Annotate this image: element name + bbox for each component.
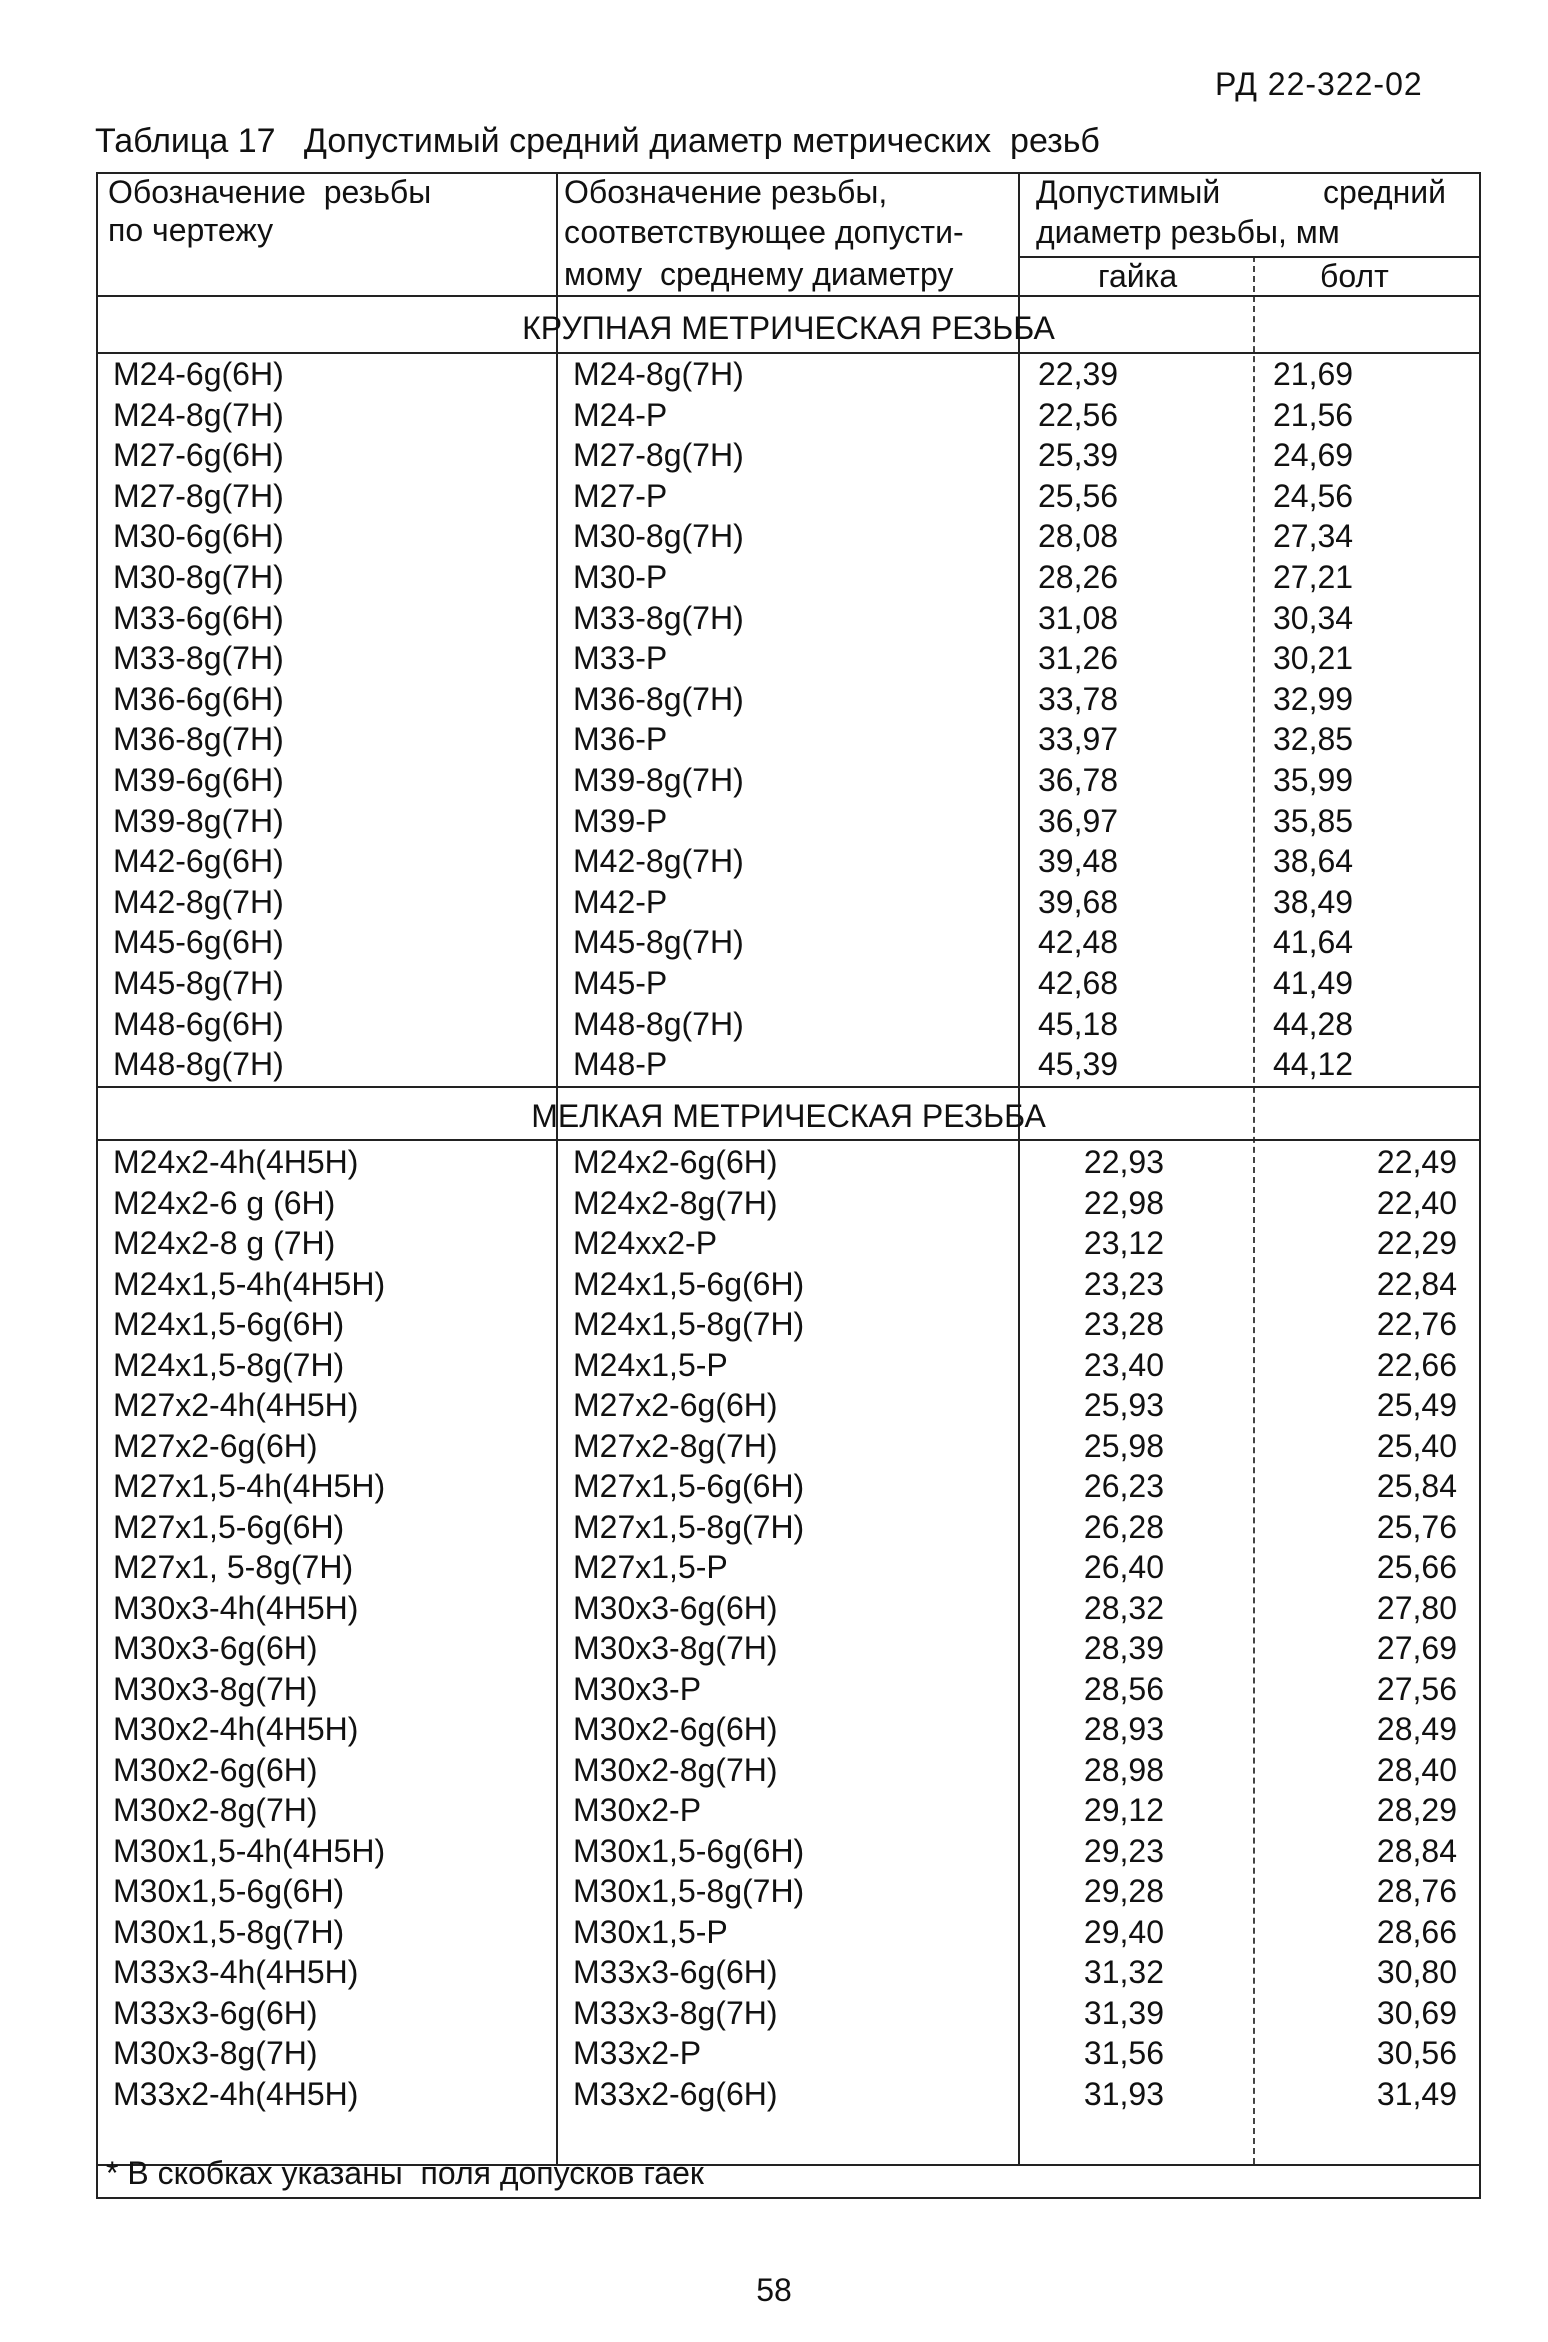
nut-diameter-cell: 28,93 xyxy=(1083,1711,1164,1747)
bolt-diameter-cell: 28,49 xyxy=(1376,1711,1457,1747)
equivalent-thread-cell: M27x1,5-8g(7H) xyxy=(573,1508,805,1545)
drawing-thread-cell: M30x1,5-8g(7H) xyxy=(113,1913,345,1950)
bolt-diameter-cell: 30,21 xyxy=(1273,640,1354,677)
document-code: РД 22-322-02 xyxy=(1215,66,1423,102)
equivalent-thread-cell: M33-P xyxy=(573,640,668,677)
equivalent-thread-cell: M30x2-8g(7H) xyxy=(573,1751,778,1788)
equivalent-thread-cell: M45-8g(7H) xyxy=(573,924,744,961)
header-col2-line2: соответствующее допусти- xyxy=(564,214,964,250)
coarse-section-bottom-line xyxy=(98,1086,1481,1088)
header-col34-line1b: средний xyxy=(1323,174,1446,210)
drawing-thread-cell: M27x2-4h(4H5H) xyxy=(113,1387,359,1423)
bolt-diameter-cell: 28,84 xyxy=(1376,1832,1457,1869)
bolt-diameter-cell: 32,99 xyxy=(1273,680,1354,717)
equivalent-thread-cell: M33x3-8g(7H) xyxy=(573,1994,778,2031)
subheader-divider xyxy=(1018,256,1481,258)
table-row xyxy=(98,1223,1479,1263)
nut-diameter-cell: 39,68 xyxy=(1038,883,1119,920)
nut-diameter-cell: 31,26 xyxy=(1038,640,1119,677)
drawing-thread-cell: M27x1, 5-8g(7H) xyxy=(113,1549,354,1585)
nut-diameter-cell: 22,98 xyxy=(1083,1184,1164,1221)
bolt-diameter-cell: 30,34 xyxy=(1273,599,1354,636)
table-row xyxy=(98,1044,1479,1084)
header-bottom-line xyxy=(98,295,1481,297)
drawing-thread-cell: M33-6g(6H) xyxy=(113,599,284,636)
drawing-thread-cell: M30x3-4h(4H5H) xyxy=(113,1589,359,1626)
bolt-diameter-cell: 30,56 xyxy=(1376,2035,1457,2071)
fine-title-bottom-line xyxy=(98,1139,1481,1141)
drawing-thread-cell: M30x2-6g(6H) xyxy=(113,1751,318,1788)
footnote: * В скобках указаны поля допусков гаек xyxy=(106,2155,704,2191)
equivalent-thread-cell: M42-P xyxy=(573,883,668,920)
bolt-diameter-cell: 22,66 xyxy=(1376,1346,1457,1383)
drawing-thread-cell: M30x3-8g(7H) xyxy=(113,2035,318,2071)
drawing-thread-cell: M24x2-4h(4H5H) xyxy=(113,1144,359,1180)
equivalent-thread-cell: M45-P xyxy=(573,965,668,1001)
drawing-thread-cell: M27x2-6g(6H) xyxy=(113,1427,318,1464)
equivalent-thread-cell: M27-P xyxy=(573,477,668,514)
table-row xyxy=(98,882,1479,922)
equivalent-thread-cell: M39-P xyxy=(573,802,668,839)
equivalent-thread-cell: M30-8g(7H) xyxy=(573,518,744,555)
drawing-thread-cell: M30x1,5-4h(4H5H) xyxy=(113,1832,386,1869)
equivalent-thread-cell: M48-8g(7H) xyxy=(573,1005,744,1042)
bolt-diameter-cell: 25,84 xyxy=(1376,1468,1457,1504)
bolt-diameter-cell: 22,49 xyxy=(1376,1144,1457,1180)
bolt-diameter-cell: 24,69 xyxy=(1273,437,1354,474)
equivalent-thread-cell: M30x1,5-6g(6H) xyxy=(573,1832,805,1869)
equivalent-thread-cell: M30-P xyxy=(573,559,668,595)
fine-section-title: МЕЛКАЯ МЕТРИЧЕСКАЯ РЕЗЬБА xyxy=(531,1098,1046,1134)
nut-diameter-cell: 29,40 xyxy=(1083,1913,1164,1950)
nut-diameter-cell: 29,12 xyxy=(1083,1792,1164,1828)
nut-diameter-cell: 23,28 xyxy=(1083,1306,1164,1342)
drawing-thread-cell: M30x3-8g(7H) xyxy=(113,1670,318,1707)
drawing-thread-cell: M48-6g(6H) xyxy=(113,1005,284,1042)
bolt-diameter-cell: 41,64 xyxy=(1273,924,1354,961)
drawing-thread-cell: M27x1,5-4h(4H5H) xyxy=(113,1468,386,1504)
table-row xyxy=(98,1426,1479,1466)
table-row xyxy=(98,1547,1479,1587)
drawing-thread-cell: M27x1,5-6g(6H) xyxy=(113,1508,345,1545)
nut-diameter-cell: 26,28 xyxy=(1083,1508,1164,1545)
nut-diameter-cell: 26,23 xyxy=(1083,1468,1164,1504)
drawing-thread-cell: M45-8g(7H) xyxy=(113,965,284,1001)
table-row xyxy=(98,1831,1479,1871)
equivalent-thread-cell: M27x1,5-6g(6H) xyxy=(573,1468,805,1504)
table-row xyxy=(98,1304,1479,1344)
drawing-thread-cell: M24x1,5-8g(7H) xyxy=(113,1346,345,1383)
drawing-thread-cell: M27-8g(7H) xyxy=(113,477,284,514)
drawing-thread-cell: M27-6g(6H) xyxy=(113,437,284,474)
table-row xyxy=(98,1871,1479,1911)
nut-diameter-cell: 23,23 xyxy=(1083,1265,1164,1302)
drawing-thread-cell: M30x2-4h(4H5H) xyxy=(113,1711,359,1747)
drawing-thread-cell: M30-8g(7H) xyxy=(113,559,284,595)
bolt-diameter-cell: 25,40 xyxy=(1376,1427,1457,1464)
nut-diameter-cell: 42,48 xyxy=(1038,924,1119,961)
bolt-diameter-cell: 38,64 xyxy=(1273,843,1354,880)
bolt-diameter-cell: 28,40 xyxy=(1376,1751,1457,1788)
nut-diameter-cell: 28,39 xyxy=(1083,1630,1164,1666)
nut-diameter-cell: 39,48 xyxy=(1038,843,1119,880)
bolt-diameter-cell: 21,56 xyxy=(1273,396,1354,433)
equivalent-thread-cell: M36-8g(7H) xyxy=(573,680,744,717)
drawing-thread-cell: M33-8g(7H) xyxy=(113,640,284,677)
nut-diameter-cell: 22,39 xyxy=(1038,356,1119,392)
nut-diameter-cell: 29,23 xyxy=(1083,1832,1164,1869)
nut-diameter-cell: 25,56 xyxy=(1038,477,1119,514)
table-row xyxy=(98,1993,1479,2033)
table-row xyxy=(98,760,1479,800)
equivalent-thread-cell: M24x1,5-8g(7H) xyxy=(573,1306,805,1342)
table-row xyxy=(98,476,1479,516)
bolt-diameter-cell: 21,69 xyxy=(1273,356,1354,392)
bolt-diameter-cell: 38,49 xyxy=(1273,883,1354,920)
nut-diameter-cell: 23,12 xyxy=(1083,1225,1164,1261)
equivalent-thread-cell: M30x2-6g(6H) xyxy=(573,1711,778,1747)
header-col2-line3: мому среднему диаметру xyxy=(564,256,954,292)
drawing-thread-cell: M30x1,5-6g(6H) xyxy=(113,1873,345,1909)
table-row xyxy=(98,1750,1479,1790)
drawing-thread-cell: M45-6g(6H) xyxy=(113,924,284,961)
nut-diameter-cell: 31,08 xyxy=(1038,599,1119,636)
nut-diameter-cell: 28,56 xyxy=(1083,1670,1164,1707)
header-col3-sub: гайка xyxy=(1098,258,1178,294)
equivalent-thread-cell: M24-8g(7H) xyxy=(573,356,744,392)
bolt-diameter-cell: 28,66 xyxy=(1376,1913,1457,1950)
table-row xyxy=(98,719,1479,759)
table-row xyxy=(98,1952,1479,1992)
table-row xyxy=(98,1345,1479,1385)
bolt-diameter-cell: 22,76 xyxy=(1376,1306,1457,1342)
drawing-thread-cell: M24x2-6 g (6H) xyxy=(113,1184,336,1221)
equivalent-thread-cell: M33x3-6g(6H) xyxy=(573,1954,778,1990)
bolt-diameter-cell: 28,29 xyxy=(1376,1792,1457,1828)
nut-diameter-cell: 31,32 xyxy=(1083,1954,1164,1990)
equivalent-thread-cell: M33x2-6g(6H) xyxy=(573,2075,778,2112)
equivalent-thread-cell: M30x1,5-P xyxy=(573,1913,728,1950)
nut-diameter-cell: 28,98 xyxy=(1083,1751,1164,1788)
table-row xyxy=(98,1912,1479,1952)
page-number: 58 xyxy=(756,2272,792,2308)
drawing-thread-cell: M33x3-4h(4H5H) xyxy=(113,1954,359,1990)
equivalent-thread-cell: M24xx2-P xyxy=(573,1225,718,1261)
header-col34-line2: диаметр резьбы, мм xyxy=(1036,214,1340,250)
table-row xyxy=(98,1183,1479,1223)
header-col34-line1a: Допустимый xyxy=(1036,174,1221,210)
bolt-diameter-cell: 32,85 xyxy=(1273,721,1354,758)
nut-diameter-cell: 22,56 xyxy=(1038,396,1119,433)
bolt-diameter-cell: 44,28 xyxy=(1273,1005,1354,1042)
table-row xyxy=(98,1385,1479,1425)
header-col1-line1: Обозначение резьбы xyxy=(108,174,432,210)
equivalent-thread-cell: M30x2-P xyxy=(573,1792,702,1828)
nut-diameter-cell: 45,18 xyxy=(1038,1005,1119,1042)
drawing-thread-cell: M24x1,5-4h(4H5H) xyxy=(113,1265,386,1302)
bolt-diameter-cell: 41,49 xyxy=(1273,965,1354,1001)
bolt-diameter-cell: 24,56 xyxy=(1273,477,1354,514)
table-row xyxy=(98,395,1479,435)
bolt-diameter-cell: 22,29 xyxy=(1376,1225,1457,1261)
table-row xyxy=(98,801,1479,841)
nut-diameter-cell: 25,93 xyxy=(1083,1387,1164,1423)
equivalent-thread-cell: M24-P xyxy=(573,396,668,433)
table-row xyxy=(98,841,1479,881)
equivalent-thread-cell: M30x3-8g(7H) xyxy=(573,1630,778,1666)
equivalent-thread-cell: M30x3-6g(6H) xyxy=(573,1589,778,1626)
nut-diameter-cell: 36,78 xyxy=(1038,762,1119,798)
coarse-section-title: КРУПНАЯ МЕТРИЧЕСКАЯ РЕЗЬБА xyxy=(522,310,1055,346)
header-col4-sub: болт xyxy=(1320,258,1389,294)
table-row xyxy=(98,1669,1479,1709)
table-row xyxy=(98,1507,1479,1547)
bolt-diameter-cell: 30,80 xyxy=(1376,1954,1457,1990)
drawing-thread-cell: M30-6g(6H) xyxy=(113,518,284,555)
equivalent-thread-cell: M27x2-6g(6H) xyxy=(573,1387,778,1423)
bolt-diameter-cell: 22,84 xyxy=(1376,1265,1457,1302)
equivalent-thread-cell: M33x2-P xyxy=(573,2035,702,2071)
bolt-diameter-cell: 27,34 xyxy=(1273,518,1354,555)
nut-diameter-cell: 33,78 xyxy=(1038,680,1119,717)
bolt-diameter-cell: 35,85 xyxy=(1273,802,1354,839)
table-row xyxy=(98,1466,1479,1506)
equivalent-thread-cell: M36-P xyxy=(573,721,668,758)
table-row xyxy=(98,638,1479,678)
table-row xyxy=(98,354,1479,394)
bolt-diameter-cell: 27,56 xyxy=(1376,1670,1457,1707)
drawing-thread-cell: M30x3-6g(6H) xyxy=(113,1630,318,1666)
table-row xyxy=(98,1142,1479,1182)
nut-diameter-cell: 45,39 xyxy=(1038,1046,1119,1083)
drawing-thread-cell: M24x1,5-6g(6H) xyxy=(113,1306,345,1342)
equivalent-thread-cell: M48-P xyxy=(573,1046,668,1083)
bolt-diameter-cell: 35,99 xyxy=(1273,762,1354,798)
equivalent-thread-cell: M24x1,5-6g(6H) xyxy=(573,1265,805,1302)
equivalent-thread-cell: M24x1,5-P xyxy=(573,1346,728,1383)
drawing-thread-cell: M24-8g(7H) xyxy=(113,396,284,433)
nut-diameter-cell: 25,98 xyxy=(1083,1427,1164,1464)
bolt-diameter-cell: 22,40 xyxy=(1376,1184,1457,1221)
nut-diameter-cell: 31,39 xyxy=(1083,1994,1164,2031)
nut-diameter-cell: 28,32 xyxy=(1083,1589,1164,1626)
equivalent-thread-cell: M27x2-8g(7H) xyxy=(573,1427,778,1464)
bolt-diameter-cell: 27,80 xyxy=(1376,1589,1457,1626)
table-row xyxy=(98,435,1479,475)
table-row xyxy=(98,1628,1479,1668)
nut-diameter-cell: 33,97 xyxy=(1038,721,1119,758)
header-col2-line1: Обозначение резьбы, xyxy=(564,174,888,210)
drawing-thread-cell: M39-8g(7H) xyxy=(113,802,284,839)
table-row xyxy=(98,963,1479,1003)
drawing-thread-cell: M36-8g(7H) xyxy=(113,721,284,758)
table-row xyxy=(98,1004,1479,1044)
equivalent-thread-cell: M30x3-P xyxy=(573,1670,702,1707)
nut-diameter-cell: 25,39 xyxy=(1038,437,1119,474)
equivalent-thread-cell: M27-8g(7H) xyxy=(573,437,744,474)
bolt-diameter-cell: 30,69 xyxy=(1376,1994,1457,2031)
nut-diameter-cell: 36,97 xyxy=(1038,802,1119,839)
table-row xyxy=(98,2074,1479,2114)
nut-diameter-cell: 23,40 xyxy=(1083,1346,1164,1383)
table-row xyxy=(98,1264,1479,1304)
nut-diameter-cell: 22,93 xyxy=(1083,1144,1164,1180)
table-row xyxy=(98,2033,1479,2073)
equivalent-thread-cell: M24x2-6g(6H) xyxy=(573,1144,778,1180)
drawing-thread-cell: M24-6g(6H) xyxy=(113,356,284,392)
column-divider-2-header xyxy=(1018,174,1020,309)
nut-diameter-cell: 31,56 xyxy=(1083,2035,1164,2071)
equivalent-thread-cell: M39-8g(7H) xyxy=(573,762,744,798)
equivalent-thread-cell: M30x1,5-8g(7H) xyxy=(573,1873,805,1909)
table-row xyxy=(98,679,1479,719)
bolt-diameter-cell: 27,69 xyxy=(1376,1630,1457,1666)
drawing-thread-cell: M39-6g(6H) xyxy=(113,762,284,798)
drawing-thread-cell: M42-6g(6H) xyxy=(113,843,284,880)
table-row xyxy=(98,1790,1479,1830)
bolt-diameter-cell: 25,66 xyxy=(1376,1549,1457,1585)
bolt-diameter-cell: 44,12 xyxy=(1273,1046,1354,1083)
table-row xyxy=(98,557,1479,597)
table-row xyxy=(98,598,1479,638)
table-caption: Таблица 17 Допустимый средний диаметр метрических резьб xyxy=(95,122,1100,160)
nut-diameter-cell: 31,93 xyxy=(1083,2075,1164,2112)
equivalent-thread-cell: M24x2-8g(7H) xyxy=(573,1184,778,1221)
nut-diameter-cell: 28,26 xyxy=(1038,559,1119,595)
bolt-diameter-cell: 31,49 xyxy=(1376,2075,1457,2112)
thread-diameter-table xyxy=(96,172,1481,2199)
drawing-thread-cell: M24x2-8 g (7H) xyxy=(113,1225,336,1261)
drawing-thread-cell: M42-8g(7H) xyxy=(113,883,284,920)
nut-diameter-cell: 28,08 xyxy=(1038,518,1119,555)
bolt-diameter-cell: 28,76 xyxy=(1376,1873,1457,1909)
equivalent-thread-cell: M42-8g(7H) xyxy=(573,843,744,880)
drawing-thread-cell: M33x2-4h(4H5H) xyxy=(113,2075,359,2112)
table-row xyxy=(98,1709,1479,1749)
drawing-thread-cell: M48-8g(7H) xyxy=(113,1046,284,1083)
bolt-diameter-cell: 25,76 xyxy=(1376,1508,1457,1545)
table-row xyxy=(98,1588,1479,1628)
nut-diameter-cell: 26,40 xyxy=(1083,1549,1164,1585)
equivalent-thread-cell: M27x1,5-P xyxy=(573,1549,728,1585)
equivalent-thread-cell: M33-8g(7H) xyxy=(573,599,744,636)
drawing-thread-cell: M30x2-8g(7H) xyxy=(113,1792,318,1828)
header-col1-line2: по чертежу xyxy=(108,212,274,248)
drawing-thread-cell: M36-6g(6H) xyxy=(113,680,284,717)
nut-diameter-cell: 42,68 xyxy=(1038,965,1119,1001)
nut-diameter-cell: 29,28 xyxy=(1083,1873,1164,1909)
table-row xyxy=(98,516,1479,556)
bolt-diameter-cell: 27,21 xyxy=(1273,559,1354,595)
bolt-diameter-cell: 25,49 xyxy=(1376,1387,1457,1423)
table-row xyxy=(98,922,1479,962)
drawing-thread-cell: M33x3-6g(6H) xyxy=(113,1994,318,2031)
